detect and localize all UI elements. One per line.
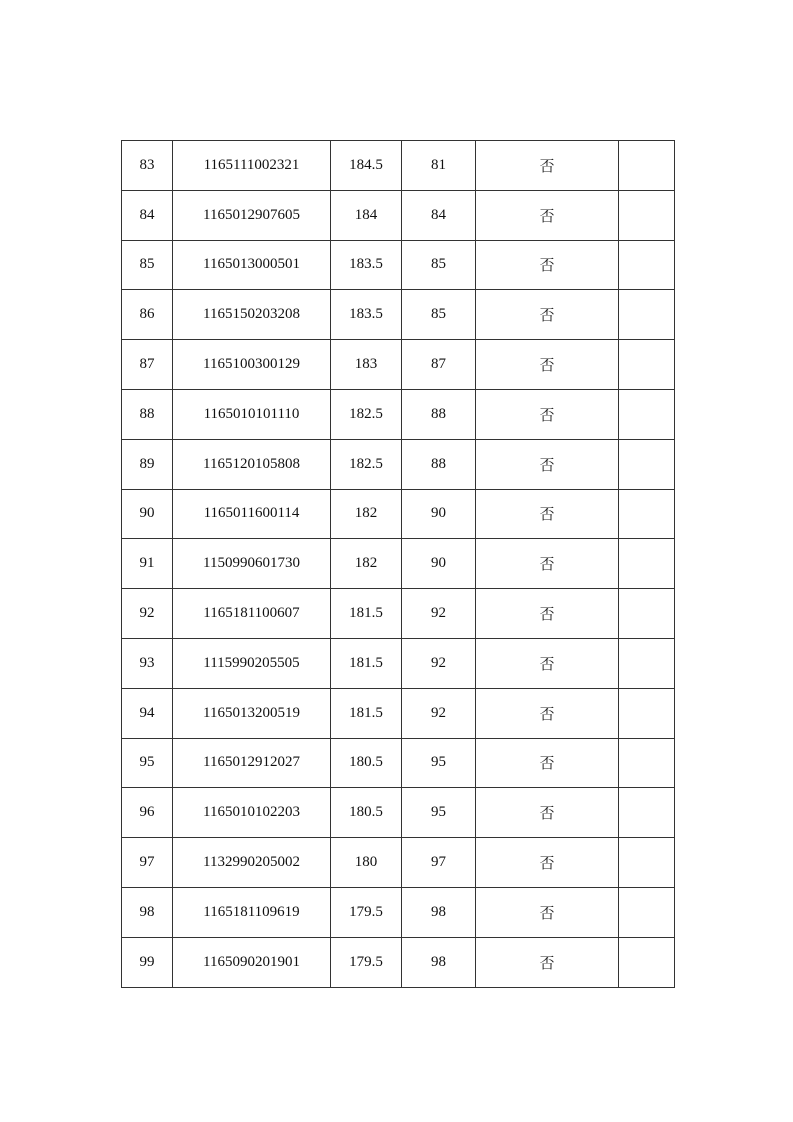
score-cell: 184.5 xyxy=(331,141,402,191)
row-number-cell: 87 xyxy=(122,340,173,390)
table-row xyxy=(122,489,675,539)
exam-id-cell: 1165010102203 xyxy=(173,788,331,838)
exam-id-cell: 1165011600114 xyxy=(173,489,331,539)
table-row xyxy=(122,389,675,439)
rank-cell: 95 xyxy=(402,738,476,788)
table-row xyxy=(122,788,675,838)
flag-cell: 否 xyxy=(476,489,619,539)
rank-cell: 88 xyxy=(402,439,476,489)
flag-cell: 否 xyxy=(476,240,619,290)
exam-id-cell: 1165181100607 xyxy=(173,589,331,639)
note-cell xyxy=(619,340,675,390)
table-row xyxy=(122,290,675,340)
row-number-cell: 91 xyxy=(122,539,173,589)
exam-id-cell: 1165010101110 xyxy=(173,389,331,439)
table-row xyxy=(122,539,675,589)
flag-cell: 否 xyxy=(476,738,619,788)
table-row xyxy=(122,340,675,390)
note-cell xyxy=(619,589,675,639)
exam-id-cell: 1165090201901 xyxy=(173,937,331,987)
note-cell xyxy=(619,389,675,439)
rank-cell: 88 xyxy=(402,389,476,439)
table-row xyxy=(122,738,675,788)
note-cell xyxy=(619,489,675,539)
score-cell: 184 xyxy=(331,190,402,240)
exam-id-cell: 1150990601730 xyxy=(173,539,331,589)
note-cell xyxy=(619,688,675,738)
rank-cell: 97 xyxy=(402,838,476,888)
score-cell: 182 xyxy=(331,489,402,539)
score-cell: 180 xyxy=(331,838,402,888)
flag-cell: 否 xyxy=(476,688,619,738)
flag-cell: 否 xyxy=(476,887,619,937)
score-cell: 181.5 xyxy=(331,688,402,738)
rank-cell: 95 xyxy=(402,788,476,838)
table-row xyxy=(122,439,675,489)
table-row xyxy=(122,838,675,888)
row-number-cell: 83 xyxy=(122,141,173,191)
row-number-cell: 95 xyxy=(122,738,173,788)
row-number-cell: 93 xyxy=(122,638,173,688)
results-table xyxy=(121,140,675,988)
table-row xyxy=(122,190,675,240)
table-row xyxy=(122,638,675,688)
rank-cell: 92 xyxy=(402,688,476,738)
score-cell: 183.5 xyxy=(331,240,402,290)
row-number-cell: 99 xyxy=(122,937,173,987)
rank-cell: 84 xyxy=(402,190,476,240)
note-cell xyxy=(619,141,675,191)
row-number-cell: 92 xyxy=(122,589,173,639)
exam-id-cell: 1165120105808 xyxy=(173,439,331,489)
note-cell xyxy=(619,539,675,589)
note-cell xyxy=(619,290,675,340)
score-cell: 180.5 xyxy=(331,738,402,788)
rank-cell: 98 xyxy=(402,887,476,937)
note-cell xyxy=(619,738,675,788)
rank-cell: 81 xyxy=(402,141,476,191)
rank-cell: 92 xyxy=(402,589,476,639)
score-cell: 181.5 xyxy=(331,638,402,688)
flag-cell: 否 xyxy=(476,937,619,987)
table-row xyxy=(122,887,675,937)
score-cell: 180.5 xyxy=(331,788,402,838)
rank-cell: 87 xyxy=(402,340,476,390)
note-cell xyxy=(619,190,675,240)
flag-cell: 否 xyxy=(476,389,619,439)
exam-id-cell: 1165012907605 xyxy=(173,190,331,240)
rank-cell: 92 xyxy=(402,638,476,688)
rank-cell: 85 xyxy=(402,290,476,340)
score-cell: 183.5 xyxy=(331,290,402,340)
flag-cell: 否 xyxy=(476,290,619,340)
rank-cell: 90 xyxy=(402,539,476,589)
rank-cell: 85 xyxy=(402,240,476,290)
exam-id-cell: 1132990205002 xyxy=(173,838,331,888)
note-cell xyxy=(619,937,675,987)
flag-cell: 否 xyxy=(476,788,619,838)
exam-id-cell: 1165012912027 xyxy=(173,738,331,788)
row-number-cell: 85 xyxy=(122,240,173,290)
table-row xyxy=(122,937,675,987)
table-row xyxy=(122,141,675,191)
note-cell xyxy=(619,838,675,888)
note-cell xyxy=(619,788,675,838)
row-number-cell: 86 xyxy=(122,290,173,340)
row-number-cell: 96 xyxy=(122,788,173,838)
row-number-cell: 89 xyxy=(122,439,173,489)
row-number-cell: 84 xyxy=(122,190,173,240)
results-table-body xyxy=(122,141,675,988)
note-cell xyxy=(619,638,675,688)
exam-id-cell: 1165150203208 xyxy=(173,290,331,340)
flag-cell: 否 xyxy=(476,539,619,589)
score-cell: 182.5 xyxy=(331,389,402,439)
row-number-cell: 98 xyxy=(122,887,173,937)
score-cell: 182.5 xyxy=(331,439,402,489)
exam-id-cell: 1165013000501 xyxy=(173,240,331,290)
score-cell: 179.5 xyxy=(331,937,402,987)
flag-cell: 否 xyxy=(476,589,619,639)
score-cell: 183 xyxy=(331,340,402,390)
exam-id-cell: 1115990205505 xyxy=(173,638,331,688)
score-cell: 179.5 xyxy=(331,887,402,937)
table-row xyxy=(122,688,675,738)
flag-cell: 否 xyxy=(476,141,619,191)
note-cell xyxy=(619,240,675,290)
table-row xyxy=(122,589,675,639)
flag-cell: 否 xyxy=(476,190,619,240)
row-number-cell: 94 xyxy=(122,688,173,738)
note-cell xyxy=(619,439,675,489)
score-cell: 182 xyxy=(331,539,402,589)
exam-id-cell: 1165013200519 xyxy=(173,688,331,738)
exam-id-cell: 1165100300129 xyxy=(173,340,331,390)
flag-cell: 否 xyxy=(476,439,619,489)
rank-cell: 98 xyxy=(402,937,476,987)
exam-id-cell: 1165181109619 xyxy=(173,887,331,937)
flag-cell: 否 xyxy=(476,838,619,888)
row-number-cell: 88 xyxy=(122,389,173,439)
flag-cell: 否 xyxy=(476,638,619,688)
score-cell: 181.5 xyxy=(331,589,402,639)
row-number-cell: 90 xyxy=(122,489,173,539)
note-cell xyxy=(619,887,675,937)
row-number-cell: 97 xyxy=(122,838,173,888)
rank-cell: 90 xyxy=(402,489,476,539)
exam-id-cell: 1165111002321 xyxy=(173,141,331,191)
flag-cell: 否 xyxy=(476,340,619,390)
table-row xyxy=(122,240,675,290)
